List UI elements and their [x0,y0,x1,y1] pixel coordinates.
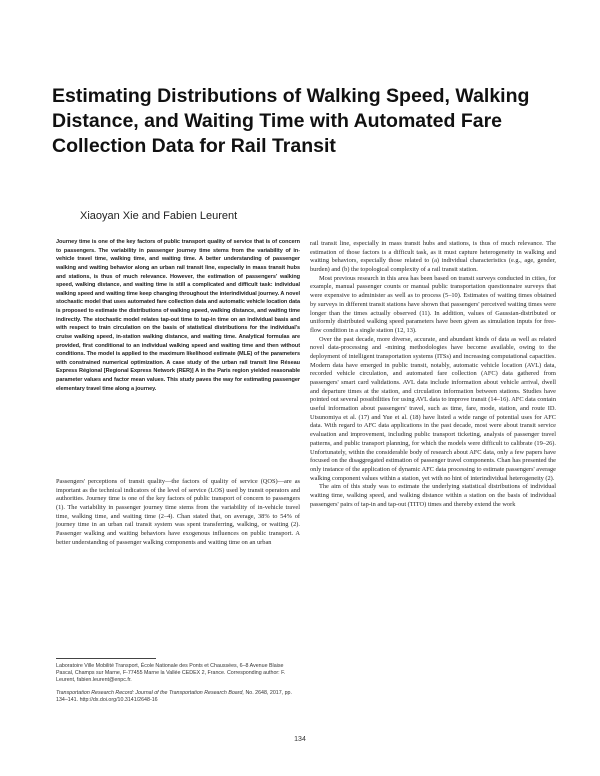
body-paragraph: The aim of this study was to estimate the underlying statistical distributions of individual waiting time, walking speed, and walking distance within a station on the basis of individual passengers' pairs of tap-in and tap-out (TITO) times and thereby extend the work [310,483,556,508]
body-paragraph: rail transit line, especially in mass transit hubs and stations, is thus of much relevance. The estimation of those factors is a difficult task, as it must capture heterogeneity in walking and waiting behaviors, especially those related to (a) individual characteristics (e.g., age, gender, burden) and (b) the topological complexity of a rail transit station. [310,240,556,274]
footnote-rule [56,658,156,659]
paper-title: Estimating Distributions of Walking Speed, Walking Distance, and Waiting Time with Automated Fare Collection Data for Rail Transit [52,85,530,157]
body-paragraph: Most previous research in this area has been based on transit surveys conducted in cities, for example, manual passenger counts or manual public transportation questionnaire surveys that were expensive to administer as well as to process (5–10). Estimates of waiting times obtained by surveys in different transit stations have shown that passengers' perceived waiting times were longer than the times actually observed (11). In addition, values of Gaussian-distributed or uniformly distributed walking speed parameters have been given as simulation inputs for free-flow condition in a single station (12, 13). [310,274,556,334]
footnote-affiliation: Laboratoire Ville Mobilité Transport, École Nationale des Ponts et Chaussées, 6–8 Avenue Blaise Pascal, Champs sur Marne, F-77455 Marne la Vallée CEDEX 2, France. Corresponding author: F. Leurent, fabien.leurent@enpc.fr. [56,663,286,684]
left-column [56,238,300,393]
page-number: 134 [294,736,306,743]
journal-detail: No. 2648, 2017, pp. 134–141. http://dx.doi.org/10.3141/2648-16 [56,690,292,704]
body-paragraph: Passengers' perceptions of transit quality—the factors of quality of service (QOS)—are as important as the technical indicators of the level of service (LOS) used by transit operators and authorities. Journey time is one of the key factors of public transport of concern to passengers (1). The variability in passenger journey time stems from the variability of in-vehicle travel time, walking time, and waiting time (2–4). Chan stated that, on average, 38% to 54% of journey time in an urban rail transit system was spent transferring, walking, or waiting (2). Passenger walking and waiting behaviors have exogenous influences on public transport. A better understanding of passenger walking components and waiting time on an urban [56,478,300,546]
journal-name: Transportation Research Record: Journal of the Transportation Research Board, [56,690,244,696]
footnote-journal [56,690,300,704]
body-paragraph: Over the past decade, more diverse, accurate, and abundant kinds of data as well as related novel data-processing and -mining methodologies have become available, owing to the deployment of intelligent transportation systems (ITSs) and increasing computational capacities. Modern data have emerged in public transit, notably, automatic vehicle location (AVL) data, recorded vehicle circulation, and automated fare collection (AFC) data gathered from passengers' smart card validations. AVL data include information about vehicle arrival, dwell and departure times at the station, and circulation information between stations. Studies have pointed out several possibilities for using AVL data to improve transit (14–16). AFC data contain useful information about passengers' travel, such as time, fare, mode, station, and route ID. Utsunomiya et al. (17) and Yue et al. (18) have listed a wide range of potential uses for AFC data. With regard to AFC data applications in the past decade, most were about transit service evaluation and improvement, including public transport ticketing, analysis of passenger travel patterns, and public transport planning, for which the models were difficult to calibrate (19–26). Unfortunately, within the considerable body of research about AFC data, only a few papers have focused on the disaggregated estimation of passenger travel components. Chan has presented the only instance of the application of dynamic AFC data processing to estimate passengers' average walking component values within a station, yet with no hint of interindividual heterogeneity (2). [310,335,556,482]
left-body [56,478,300,548]
paper-authors: Xiaoyan Xie and Fabien Leurent [80,210,238,222]
right-column [310,240,556,509]
abstract: Journey time is one of the key factors of public transport quality of service that is of concern to passengers. The variability in passenger journey time stems from the variability of in-vehicle travel time, walking time, and waiting time. A better understanding of passenger walking and waiting behavior along an urban rail transit line, especially in mass transit hubs and stations, is thus of much relevance. However, the estimation of passengers' walking speed, walking distance, and waiting time is still a complicated and difficult task: individual walking speed and waiting time keep changing throughout the interindividual journey. A novel stochastic model that uses automated fare collection data and automatic vehicle location data is proposed to estimate the distributions of walking speed, walking distance, and waiting time indirectly. The stochastic model relates tap-out time to tap-in time on an individual basis and with respect to train circulation on the basis of statistical distributions for the individual's cruise walking speed, in-station walking distance, and waiting time. Analytical formulas are provided, first conditional to an individual walking speed and waiting time and then without conditions. The model is applied to the maximum likelihood estimate (MLE) of the parameters with constrained numerical optimization. A case study of the urban rail transit line Réseau Express Régional [Regional Express Network (RER)] A in the Paris region yielded reasonable parameter values and factor mean values. This study paves the way for estimating passenger elementary travel time along a journey. [56,239,300,392]
